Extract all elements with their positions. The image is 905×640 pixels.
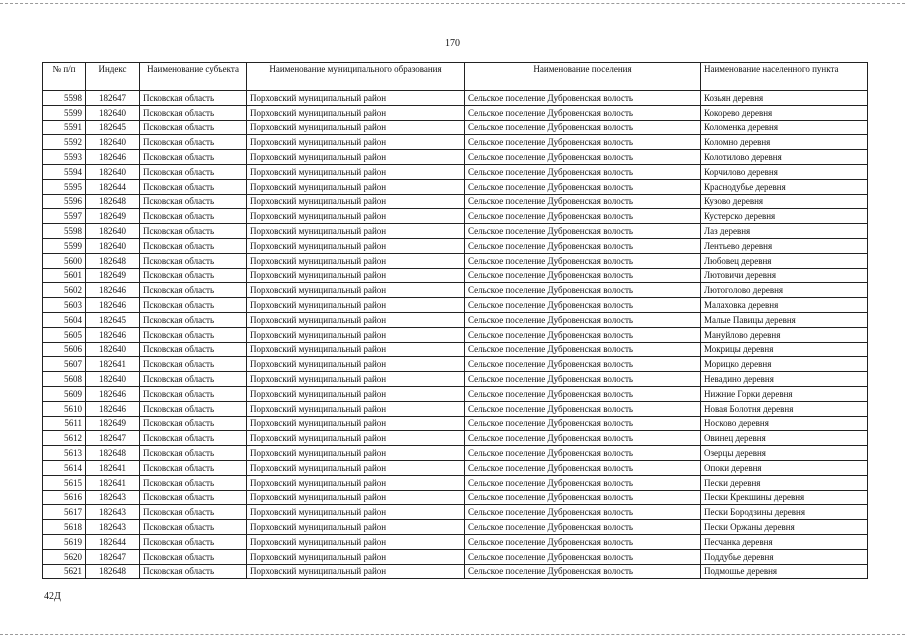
table-row — [43, 209, 868, 224]
cell-locality: Мануйлово деревня — [701, 327, 868, 342]
cell-settlement: Сельское поселение Дубровенская волость — [465, 298, 701, 313]
cell-index: 182648 — [86, 564, 140, 579]
table-row — [43, 238, 868, 253]
cell-subject: Псковская область — [140, 342, 247, 357]
cell-municipality: Порховский муниципальный район — [247, 312, 465, 327]
cell-num: 5598 — [43, 91, 86, 106]
cell-subject: Псковская область — [140, 105, 247, 120]
table-row — [43, 520, 868, 535]
cell-settlement: Сельское поселение Дубровенская волость — [465, 520, 701, 535]
cell-locality: Кокорево деревня — [701, 105, 868, 120]
table-row — [43, 179, 868, 194]
table-row — [43, 224, 868, 239]
table-header-row — [43, 63, 868, 91]
cell-locality: Пески Бородзины деревня — [701, 505, 868, 520]
cell-subject: Псковская область — [140, 298, 247, 313]
cell-municipality: Порховский муниципальный район — [247, 224, 465, 239]
cell-num: 5600 — [43, 253, 86, 268]
table-row — [43, 475, 868, 490]
cell-num: 5599 — [43, 238, 86, 253]
cell-subject: Псковская область — [140, 283, 247, 298]
cell-municipality: Порховский муниципальный район — [247, 298, 465, 313]
table-body — [43, 91, 868, 579]
cell-subject: Псковская область — [140, 490, 247, 505]
cell-locality: Малаховка деревня — [701, 298, 868, 313]
cell-municipality: Порховский муниципальный район — [247, 357, 465, 372]
cell-settlement: Сельское поселение Дубровенская волость — [465, 209, 701, 224]
cell-index: 182640 — [86, 105, 140, 120]
table-row — [43, 549, 868, 564]
cell-num: 5599 — [43, 105, 86, 120]
cell-num: 5592 — [43, 135, 86, 150]
cell-settlement: Сельское поселение Дубровенская волость — [465, 253, 701, 268]
header-settlement: Наименование поселения — [465, 63, 701, 91]
cell-locality: Поддубье деревня — [701, 549, 868, 564]
cell-settlement: Сельское поселение Дубровенская волость — [465, 431, 701, 446]
cell-num: 5611 — [43, 416, 86, 431]
cell-locality: Лаз деревня — [701, 224, 868, 239]
cell-num: 5612 — [43, 431, 86, 446]
cell-municipality: Порховский муниципальный район — [247, 105, 465, 120]
cell-municipality: Порховский муниципальный район — [247, 342, 465, 357]
cell-locality: Невадино деревня — [701, 372, 868, 387]
cell-settlement: Сельское поселение Дубровенская волость — [465, 120, 701, 135]
cell-num: 5614 — [43, 460, 86, 475]
table-row — [43, 268, 868, 283]
cell-settlement: Сельское поселение Дубровенская волость — [465, 372, 701, 387]
cell-num: 5601 — [43, 268, 86, 283]
cell-num: 5610 — [43, 401, 86, 416]
cell-locality: Новая Болотня деревня — [701, 401, 868, 416]
cell-locality: Подмошье деревня — [701, 564, 868, 579]
cell-municipality: Порховский муниципальный район — [247, 194, 465, 209]
cell-subject: Псковская область — [140, 386, 247, 401]
cell-locality: Лентьево деревня — [701, 238, 868, 253]
cell-locality: Корчилово деревня — [701, 164, 868, 179]
table-row — [43, 534, 868, 549]
cell-num: 5618 — [43, 520, 86, 535]
cell-locality: Кузово деревня — [701, 194, 868, 209]
cell-index: 182648 — [86, 194, 140, 209]
table-row — [43, 105, 868, 120]
table-row — [43, 490, 868, 505]
cell-municipality: Порховский муниципальный район — [247, 150, 465, 165]
cell-subject: Псковская область — [140, 91, 247, 106]
cell-municipality: Порховский муниципальный район — [247, 490, 465, 505]
cell-municipality: Порховский муниципальный район — [247, 460, 465, 475]
cell-municipality: Порховский муниципальный район — [247, 416, 465, 431]
cell-index: 182640 — [86, 342, 140, 357]
cell-num: 5615 — [43, 475, 86, 490]
cell-index: 182647 — [86, 549, 140, 564]
cell-subject: Псковская область — [140, 446, 247, 461]
cell-locality: Козьян деревня — [701, 91, 868, 106]
table-row — [43, 342, 868, 357]
cell-locality: Озерцы деревня — [701, 446, 868, 461]
cell-subject: Псковская область — [140, 253, 247, 268]
cell-municipality: Порховский муниципальный район — [247, 209, 465, 224]
header-locality: Наименование населенного пункта — [701, 63, 868, 91]
cell-index: 182647 — [86, 431, 140, 446]
cell-settlement: Сельское поселение Дубровенская волость — [465, 534, 701, 549]
cell-locality: Лютоголово деревня — [701, 283, 868, 298]
page-number: 170 — [445, 38, 460, 49]
cell-subject: Псковская область — [140, 179, 247, 194]
cell-subject: Псковская область — [140, 416, 247, 431]
header-municipality: Наименование муниципального образования — [247, 63, 465, 91]
cell-index: 182648 — [86, 446, 140, 461]
cell-subject: Псковская область — [140, 431, 247, 446]
footer-code: 42Д — [44, 591, 61, 602]
cell-municipality: Порховский муниципальный район — [247, 534, 465, 549]
cell-subject: Псковская область — [140, 460, 247, 475]
cell-municipality: Порховский муниципальный район — [247, 179, 465, 194]
cell-subject: Псковская область — [140, 120, 247, 135]
header-index: Индекс — [86, 63, 140, 91]
cell-municipality: Порховский муниципальный район — [247, 238, 465, 253]
cell-municipality: Порховский муниципальный район — [247, 327, 465, 342]
cell-num: 5603 — [43, 298, 86, 313]
table-row — [43, 327, 868, 342]
cell-settlement: Сельское поселение Дубровенская волость — [465, 327, 701, 342]
cell-subject: Псковская область — [140, 475, 247, 490]
table-row — [43, 312, 868, 327]
table-row — [43, 253, 868, 268]
cell-settlement: Сельское поселение Дубровенская волость — [465, 357, 701, 372]
table-row — [43, 135, 868, 150]
cell-settlement: Сельское поселение Дубровенская волость — [465, 164, 701, 179]
cell-settlement: Сельское поселение Дубровенская волость — [465, 150, 701, 165]
cell-index: 182646 — [86, 401, 140, 416]
cell-locality: Малые Павицы деревня — [701, 312, 868, 327]
cell-settlement: Сельское поселение Дубровенская волость — [465, 490, 701, 505]
cell-locality: Носково деревня — [701, 416, 868, 431]
cell-index: 182643 — [86, 505, 140, 520]
table-row — [43, 91, 868, 106]
cell-num: 5591 — [43, 120, 86, 135]
cell-municipality: Порховский муниципальный район — [247, 475, 465, 490]
cell-locality: Морицко деревня — [701, 357, 868, 372]
table-row — [43, 120, 868, 135]
cell-settlement: Сельское поселение Дубровенская волость — [465, 505, 701, 520]
cell-settlement: Сельское поселение Дубровенская волость — [465, 342, 701, 357]
cell-num: 5617 — [43, 505, 86, 520]
cell-municipality: Порховский муниципальный район — [247, 564, 465, 579]
cell-index: 182646 — [86, 298, 140, 313]
cell-locality: Овинец деревня — [701, 431, 868, 446]
cell-municipality: Порховский муниципальный район — [247, 253, 465, 268]
cell-num: 5616 — [43, 490, 86, 505]
cell-settlement: Сельское поселение Дубровенская волость — [465, 91, 701, 106]
cell-subject: Псковская область — [140, 150, 247, 165]
cell-settlement: Сельское поселение Дубровенская волость — [465, 283, 701, 298]
table-row — [43, 194, 868, 209]
cell-settlement: Сельское поселение Дубровенская волость — [465, 268, 701, 283]
cell-subject: Псковская область — [140, 268, 247, 283]
cell-index: 182644 — [86, 534, 140, 549]
cell-municipality: Порховский муниципальный район — [247, 386, 465, 401]
cell-index: 182643 — [86, 490, 140, 505]
cell-settlement: Сельское поселение Дубровенская волость — [465, 446, 701, 461]
cell-index: 182640 — [86, 372, 140, 387]
table-row — [43, 416, 868, 431]
cell-locality: Нижние Горки деревня — [701, 386, 868, 401]
cell-index: 182645 — [86, 312, 140, 327]
cell-num: 5594 — [43, 164, 86, 179]
cell-locality: Колотилово деревня — [701, 150, 868, 165]
cell-index: 182641 — [86, 357, 140, 372]
cell-index: 182641 — [86, 460, 140, 475]
cell-num: 5596 — [43, 194, 86, 209]
header-num: № п/п — [43, 63, 86, 91]
cell-subject: Псковская область — [140, 401, 247, 416]
cell-locality: Пески Оржаны деревня — [701, 520, 868, 535]
cell-locality: Кустерско деревня — [701, 209, 868, 224]
cell-num: 5597 — [43, 209, 86, 224]
cell-locality: Пески деревня — [701, 475, 868, 490]
cell-subject: Псковская область — [140, 209, 247, 224]
cell-num: 5602 — [43, 283, 86, 298]
table-row — [43, 431, 868, 446]
table-row — [43, 164, 868, 179]
cell-index: 182640 — [86, 135, 140, 150]
header-subject: Наименование субъекта — [140, 63, 247, 91]
cell-subject: Псковская область — [140, 238, 247, 253]
cell-num: 5605 — [43, 327, 86, 342]
cell-num: 5613 — [43, 446, 86, 461]
cell-num: 5606 — [43, 342, 86, 357]
cell-num: 5607 — [43, 357, 86, 372]
table-row — [43, 401, 868, 416]
cell-index: 182640 — [86, 164, 140, 179]
cell-municipality: Порховский муниципальный район — [247, 91, 465, 106]
cell-settlement: Сельское поселение Дубровенская волость — [465, 224, 701, 239]
cell-index: 182649 — [86, 268, 140, 283]
table-row — [43, 460, 868, 475]
cell-municipality: Порховский муниципальный район — [247, 268, 465, 283]
table-row — [43, 150, 868, 165]
cell-index: 182641 — [86, 475, 140, 490]
cell-municipality: Порховский муниципальный район — [247, 164, 465, 179]
cell-municipality: Порховский муниципальный район — [247, 431, 465, 446]
cell-municipality: Порховский муниципальный район — [247, 446, 465, 461]
table-row — [43, 357, 868, 372]
top-scan-edge — [0, 3, 905, 4]
cell-municipality: Порховский муниципальный район — [247, 549, 465, 564]
cell-municipality: Порховский муниципальный район — [247, 120, 465, 135]
cell-num: 5608 — [43, 372, 86, 387]
cell-index: 182645 — [86, 120, 140, 135]
cell-subject: Псковская область — [140, 224, 247, 239]
cell-num: 5604 — [43, 312, 86, 327]
cell-index: 182640 — [86, 224, 140, 239]
table-row — [43, 386, 868, 401]
cell-subject: Псковская область — [140, 564, 247, 579]
table-row — [43, 372, 868, 387]
cell-settlement: Сельское поселение Дубровенская волость — [465, 564, 701, 579]
cell-subject: Псковская область — [140, 357, 247, 372]
cell-locality: Пески Крекшины деревня — [701, 490, 868, 505]
cell-settlement: Сельское поселение Дубровенская волость — [465, 386, 701, 401]
cell-locality: Коломенка деревня — [701, 120, 868, 135]
cell-num: 5593 — [43, 150, 86, 165]
cell-settlement: Сельское поселение Дубровенская волость — [465, 105, 701, 120]
cell-locality: Любовец деревня — [701, 253, 868, 268]
cell-settlement: Сельское поселение Дубровенская волость — [465, 194, 701, 209]
cell-municipality: Порховский муниципальный район — [247, 401, 465, 416]
cell-num: 5621 — [43, 564, 86, 579]
cell-index: 182646 — [86, 386, 140, 401]
cell-locality: Мокрицы деревня — [701, 342, 868, 357]
cell-locality: Опоки деревня — [701, 460, 868, 475]
cell-index: 182647 — [86, 91, 140, 106]
cell-locality: Коломно деревня — [701, 135, 868, 150]
cell-settlement: Сельское поселение Дубровенская волость — [465, 401, 701, 416]
cell-subject: Псковская область — [140, 164, 247, 179]
table-row — [43, 298, 868, 313]
cell-num: 5609 — [43, 386, 86, 401]
cell-index: 182640 — [86, 238, 140, 253]
cell-subject: Псковская область — [140, 372, 247, 387]
cell-municipality: Порховский муниципальный район — [247, 505, 465, 520]
cell-index: 182646 — [86, 327, 140, 342]
settlements-table — [42, 62, 868, 579]
table-row — [43, 283, 868, 298]
cell-index: 182648 — [86, 253, 140, 268]
cell-settlement: Сельское поселение Дубровенская волость — [465, 549, 701, 564]
cell-settlement: Сельское поселение Дубровенская волость — [465, 238, 701, 253]
cell-num: 5595 — [43, 179, 86, 194]
cell-municipality: Порховский муниципальный район — [247, 283, 465, 298]
cell-settlement: Сельское поселение Дубровенская волость — [465, 312, 701, 327]
cell-subject: Псковская область — [140, 520, 247, 535]
cell-subject: Псковская область — [140, 312, 247, 327]
cell-subject: Псковская область — [140, 194, 247, 209]
cell-locality: Лютовичи деревня — [701, 268, 868, 283]
cell-subject: Псковская область — [140, 327, 247, 342]
table-row — [43, 446, 868, 461]
cell-subject: Псковская область — [140, 135, 247, 150]
cell-settlement: Сельское поселение Дубровенская волость — [465, 179, 701, 194]
cell-subject: Псковская область — [140, 505, 247, 520]
cell-index: 182646 — [86, 150, 140, 165]
cell-subject: Псковская область — [140, 534, 247, 549]
cell-locality: Песчанка деревня — [701, 534, 868, 549]
cell-index: 182644 — [86, 179, 140, 194]
table-row — [43, 564, 868, 579]
cell-municipality: Порховский муниципальный район — [247, 372, 465, 387]
cell-num: 5598 — [43, 224, 86, 239]
cell-subject: Псковская область — [140, 549, 247, 564]
cell-settlement: Сельское поселение Дубровенская волость — [465, 416, 701, 431]
cell-locality: Краснодубье деревня — [701, 179, 868, 194]
cell-municipality: Порховский муниципальный район — [247, 135, 465, 150]
cell-index: 182646 — [86, 283, 140, 298]
cell-settlement: Сельское поселение Дубровенская волость — [465, 475, 701, 490]
table-row — [43, 505, 868, 520]
cell-num: 5620 — [43, 549, 86, 564]
bottom-scan-edge — [0, 634, 905, 635]
cell-num: 5619 — [43, 534, 86, 549]
cell-index: 182649 — [86, 416, 140, 431]
cell-settlement: Сельское поселение Дубровенская волость — [465, 135, 701, 150]
cell-settlement: Сельское поселение Дубровенская волость — [465, 460, 701, 475]
cell-index: 182649 — [86, 209, 140, 224]
cell-municipality: Порховский муниципальный район — [247, 520, 465, 535]
cell-index: 182643 — [86, 520, 140, 535]
